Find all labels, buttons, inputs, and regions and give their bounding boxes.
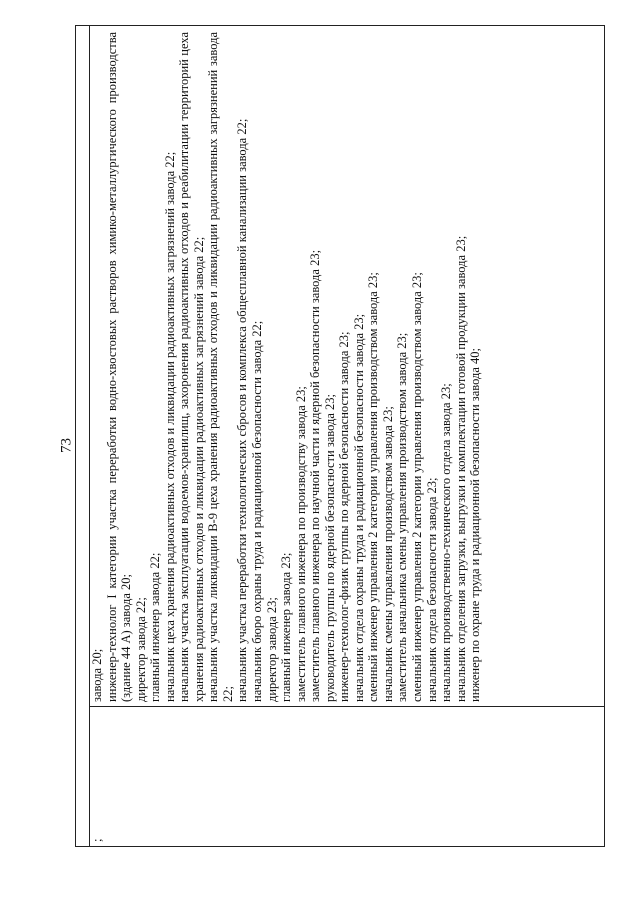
list-item: заместитель начальника смены управления производством завода 23; (395, 332, 410, 702)
list-item: инженер-технолог-физик группы по ядерной безопасности завода 23; (337, 331, 352, 702)
list-item: начальник участка эксплуатации водоемов-хранилищ, захоронения радиоактивных отходов и реабилитации территорий цеха хранения радиоактивных отходов и ликвидации радиоактивных загрязнений завода 22; (177, 32, 206, 702)
list-item: начальник бюро охраны труда и радиационной безопасности завода 22; (250, 320, 265, 702)
left-cell-text: ; (90, 838, 104, 842)
list-item: начальник участка переработки технологических сбросов и комплекса общесплавной канализации завода 22; (235, 118, 250, 702)
list-item: руководитель группы по ядерной безопасности завода 23; (322, 393, 337, 702)
list-item: начальник отдела охраны труда и радиационной безопасности завода 23; (351, 313, 366, 702)
list-item: сменный инженер управления 2 категории управления производством завода 23; (366, 272, 381, 702)
positions-list (90, 26, 604, 706)
list-item: начальник отделения загрузки, выгрузки и комплектации готовой продукции завода 23; (453, 235, 468, 702)
list-item: директор завода 23; (264, 597, 279, 702)
table-main-row (90, 26, 604, 846)
list-item: заместитель главного инженера по производству завода 23; (293, 386, 308, 702)
list-item: начальник участка ликвидации В-9 цеха хранения радиоактивных отходов и ликвидации радиоактивных загрязнений завода 22; (206, 32, 235, 702)
list-item: начальник отдела безопасности завода 23; (424, 477, 439, 702)
list-item: завода 20; (90, 648, 104, 702)
list-item: начальник цеха хранения радиоактивных отходов и ликвидации радиоактивных загрязнений завода 22; (162, 151, 177, 702)
list-item: директор завода 22; (133, 597, 148, 702)
list-item: начальник производственно-технического отдела завода 23; (439, 383, 454, 702)
list-item: инженер по охране труда и радиационной безопасности завода 40; (468, 348, 483, 702)
table-left-cell (90, 706, 604, 846)
table-top-row (76, 26, 90, 846)
list-item: начальник смены управления производством завода 23; (380, 406, 395, 702)
list-item: сменный инженер управления 2 категории управления производством завода 23; (410, 272, 425, 702)
list-item: главный инженер завода 23; (279, 552, 294, 702)
list-item: главный инженер завода 22; (148, 552, 163, 702)
page-number: 73 (58, 438, 75, 453)
positions-table (75, 25, 605, 847)
table-frame (75, 25, 605, 847)
list-item: инженер-технолог I категории участка переработки водно-хвостовых растворов химико-металлургического производства (здание 44 А) завода 20; (104, 32, 134, 702)
list-item: заместитель главного инженера по научной части и ядерной безопасности завода 23; (308, 249, 323, 702)
